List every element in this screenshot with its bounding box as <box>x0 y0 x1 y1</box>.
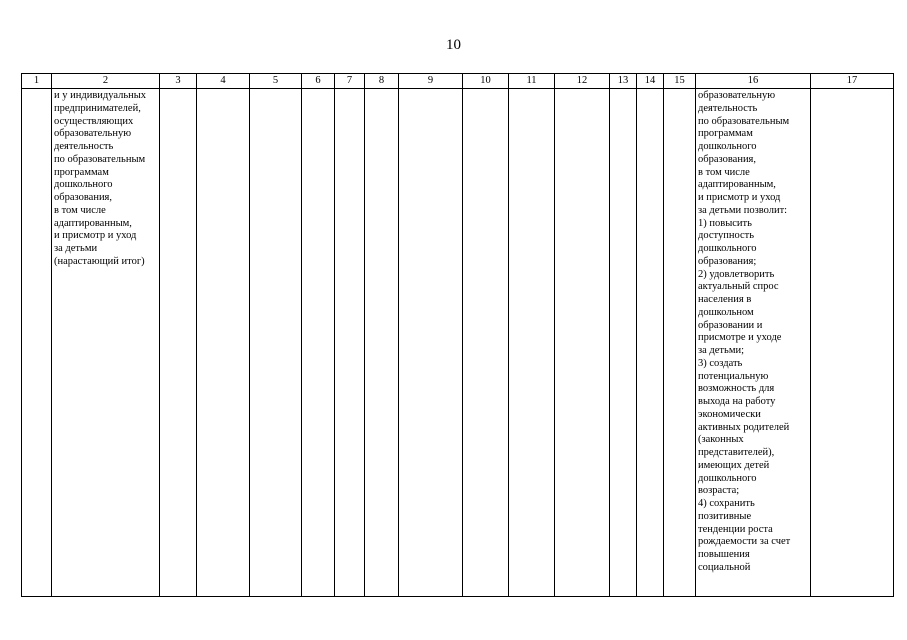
text-line: 4) сохранить <box>698 498 755 509</box>
text-line: программам <box>54 166 109 178</box>
text-line: актуальный спрос <box>698 281 779 293</box>
document-table <box>21 73 894 597</box>
cell-col-14 <box>637 89 664 597</box>
text-line: социальной <box>698 561 751 573</box>
text-line: дошкольного <box>54 179 113 191</box>
text-line: по образовательным <box>54 153 146 165</box>
header-cell-12: 12 <box>555 74 610 89</box>
header-cell-7: 7 <box>335 74 365 89</box>
cell-col-2 <box>52 89 160 597</box>
header-cell-15: 15 <box>664 74 696 89</box>
text-line: осуществляющих <box>54 115 134 127</box>
text-line: адаптированным, <box>698 179 776 191</box>
text-line: повышения <box>698 549 750 560</box>
text-line: 3) создать <box>698 357 743 369</box>
cell-col-1 <box>22 89 52 597</box>
text-line: в том числе <box>698 166 750 178</box>
text-line: дошкольном <box>698 306 754 318</box>
indicator-text <box>52 89 159 269</box>
text-line: потенциальную <box>698 370 769 382</box>
text-line: экономически <box>698 408 761 420</box>
text-line: активных родителей <box>698 421 790 433</box>
cell-col-3 <box>160 89 197 597</box>
cell-col-17 <box>811 89 894 597</box>
header-cell-13: 13 <box>610 74 637 89</box>
text-line: предпринимателей, <box>54 102 141 114</box>
text-line: (нарастающий итог) <box>54 255 145 267</box>
header-cell-11: 11 <box>509 74 555 89</box>
text-line: за детьми <box>54 243 98 254</box>
text-line: в том числе <box>54 204 106 216</box>
text-line: рождаемости за счет <box>698 536 791 548</box>
text-line: возраста; <box>698 485 740 497</box>
cell-col-12 <box>555 89 610 597</box>
text-line: за детьми; <box>698 345 744 356</box>
cell-col-8 <box>365 89 399 597</box>
header-cell-17: 17 <box>811 74 894 89</box>
cell-col-4 <box>197 89 250 597</box>
header-cell-6: 6 <box>302 74 335 89</box>
cell-col-13 <box>610 89 637 597</box>
text-line: 2) удовлетворить <box>698 268 775 280</box>
text-line: деятельность <box>698 102 758 114</box>
text-line: образования, <box>54 192 113 203</box>
text-line: дошкольного <box>698 141 757 152</box>
header-row <box>22 74 894 89</box>
header-cell-8: 8 <box>365 74 399 89</box>
text-line: дошкольного <box>698 243 757 254</box>
header-cell-14: 14 <box>637 74 664 89</box>
cell-col-9 <box>399 89 463 597</box>
text-line: позитивные <box>698 510 752 522</box>
text-line: 1) повысить <box>698 217 752 229</box>
text-line: по образовательным <box>698 115 790 127</box>
text-line: программам <box>698 128 753 140</box>
text-line: образовательную <box>698 90 776 101</box>
text-line: деятельность <box>54 141 114 152</box>
cell-col-10 <box>463 89 509 597</box>
text-line: дошкольного <box>698 472 757 484</box>
text-line: образования; <box>698 255 757 267</box>
header-cell-16: 16 <box>696 74 811 89</box>
table-row <box>22 89 894 597</box>
effect-description <box>696 89 810 575</box>
page-number: 10 <box>446 37 461 53</box>
text-line: (законных <box>698 434 744 446</box>
header-cell-1: 1 <box>22 74 52 89</box>
cell-col-6 <box>302 89 335 597</box>
text-line: и у индивидуальных <box>54 90 147 101</box>
text-line: присмотре и уходе <box>698 332 782 344</box>
cell-col-11 <box>509 89 555 597</box>
text-line: образовании и <box>698 319 763 331</box>
header-cell-2: 2 <box>52 74 160 89</box>
text-line: и присмотр и уход <box>54 230 137 242</box>
text-line: тенденции роста <box>698 523 773 535</box>
header-cell-3: 3 <box>160 74 197 89</box>
header-cell-5: 5 <box>250 74 302 89</box>
text-line: выхода на работу <box>698 396 776 407</box>
text-line: доступность <box>698 230 755 242</box>
header-cell-9: 9 <box>399 74 463 89</box>
text-line: и присмотр и уход <box>698 192 781 203</box>
text-line: за детьми позволит: <box>698 204 788 216</box>
text-line: населения в <box>698 294 752 305</box>
cell-col-15 <box>664 89 696 597</box>
text-line: образовательную <box>54 128 132 140</box>
text-line: возможность для <box>698 383 775 395</box>
text-line: представителей), <box>698 447 775 458</box>
header-cell-4: 4 <box>197 74 250 89</box>
cell-col-16 <box>696 89 811 597</box>
cell-col-7 <box>335 89 365 597</box>
text-line: адаптированным, <box>54 217 132 229</box>
header-cell-10: 10 <box>463 74 509 89</box>
cell-col-5 <box>250 89 302 597</box>
text-line: образования, <box>698 153 757 165</box>
text-line: имеющих детей <box>698 459 770 471</box>
